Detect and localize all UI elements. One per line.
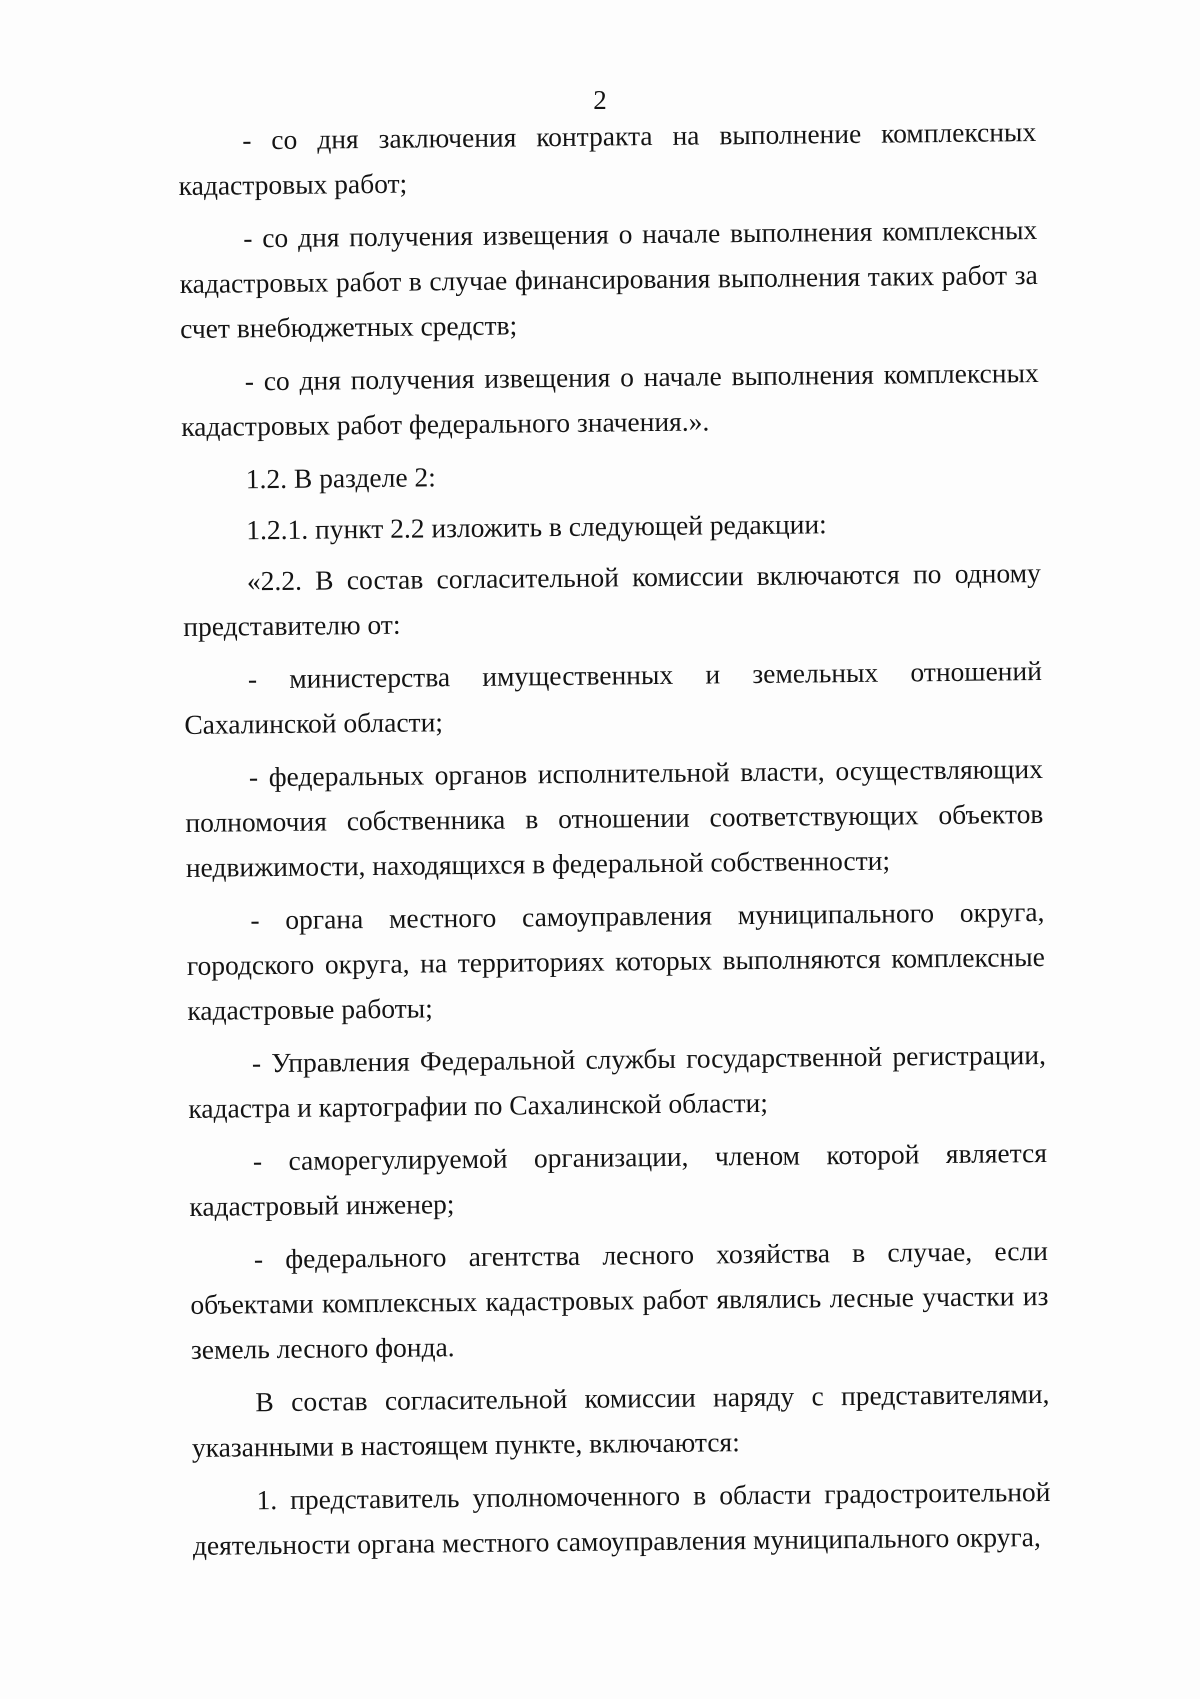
document-body bbox=[178, 109, 1051, 1576]
paragraph: 1.2.1. пункт 2.2 изложить в следующей редакции: bbox=[246, 508, 827, 546]
paragraph: - со дня заключения контракта на выполнение комплексных кадастровых работ; bbox=[178, 116, 1037, 201]
paragraph: «2.2. В состав согласительной комиссии включаются по одному представителю от: bbox=[183, 556, 1041, 642]
paragraph: - органа местного самоуправления муниципального округа, городского округа, на территориях которых выполняются комплексные кадастровые работы; bbox=[186, 895, 1045, 1026]
paragraph: - со дня получения извещения о начале выполнения комплексных кадастровых работ в случае финансирования выполнения таких работ за счет внебюджетных средств; bbox=[179, 214, 1038, 344]
page-number: 2 bbox=[593, 85, 607, 115]
paragraph: В состав согласительной комиссии наряду с представителями, указанными в настоящем пункте, включаются: bbox=[191, 1377, 1050, 1463]
paragraph: - министерства имущественных и земельных отношений Сахалинской области; bbox=[184, 654, 1042, 740]
paragraph: - со дня получения извещения о начале выполнения комплексных кадастровых работ федерального значения.». bbox=[181, 357, 1039, 442]
paragraph: - Управления Федеральной службы государственной регистрации, кадастра и картографии по Сахалинской области; bbox=[188, 1038, 1047, 1124]
paragraph: - федеральных органов исполнительной власти, осуществляющих полномочия собственника в отношении соответствующих объектов недвижимости, находящихся в федеральной собственности; bbox=[185, 752, 1044, 883]
paragraph: - федерального агентства лесного хозяйства в случае, если объектами комплексных кадастровых работ являлись лесные участки из земель лесного фонда. bbox=[190, 1234, 1049, 1365]
paragraph: - саморегулируемой организации, членом которой является кадастровый инженер; bbox=[189, 1136, 1048, 1222]
paragraph: 1. представитель уполномоченного в области градостроительной деятельности органа местного самоуправления муниципального округа, bbox=[192, 1475, 1051, 1561]
paragraph: 1.2. В разделе 2: bbox=[245, 461, 436, 495]
